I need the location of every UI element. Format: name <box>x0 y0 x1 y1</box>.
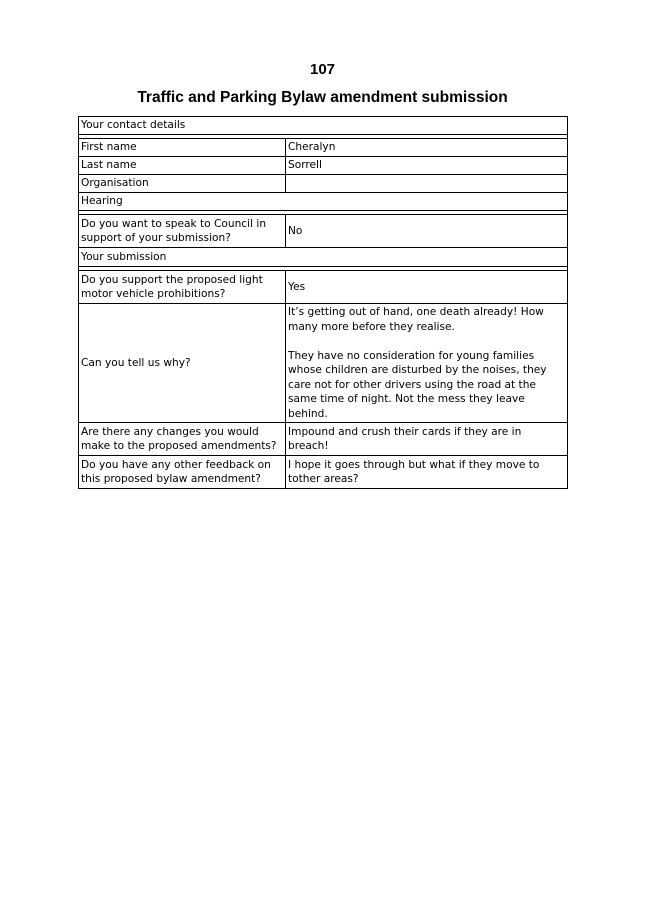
organisation-value <box>286 175 568 193</box>
paragraph-gap <box>288 334 565 349</box>
why-value-paragraph-2: They have no consideration for young families whose children are disturbed by the noises, they care not for other drivers using the road at the same time of night. Not the mess they leave behind. <box>288 349 547 420</box>
changes-label: Are there any changes you would make to the proposed amendments? <box>79 423 286 456</box>
changes-value: Impound and crush their cards if they are in breach! <box>286 423 568 456</box>
why-label: Can you tell us why? <box>79 304 286 423</box>
table-row <box>79 423 568 456</box>
first-name-value: Cheralyn <box>286 139 568 157</box>
table-row <box>79 456 568 489</box>
table-row <box>79 157 568 175</box>
support-prohibitions-value: Yes <box>286 271 568 304</box>
your-submission-heading: Your submission <box>79 248 568 267</box>
table-row <box>79 175 568 193</box>
why-value <box>286 304 568 423</box>
section-header-row <box>79 193 568 211</box>
speak-to-council-value: No <box>286 215 568 248</box>
page-number: 107 <box>309 61 336 78</box>
table-row <box>79 271 568 304</box>
other-feedback-value: I hope it goes through but what if they move to tother areas? <box>286 456 568 489</box>
last-name-value: Sorrell <box>286 157 568 175</box>
other-feedback-label: Do you have any other feedback on this proposed bylaw amendment? <box>79 456 286 489</box>
table-row <box>79 139 568 157</box>
hearing-heading: Hearing <box>79 193 568 211</box>
contact-details-heading: Your contact details <box>79 117 568 135</box>
last-name-label: Last name <box>79 157 286 175</box>
why-value-paragraph-1: It’s getting out of hand, one death already! How many more before they realise. <box>288 306 544 333</box>
submission-form-table <box>78 116 568 489</box>
section-header-row <box>79 248 568 267</box>
section-header-row <box>79 117 568 135</box>
speak-to-council-label: Do you want to speak to Council in support of your submission? <box>79 215 286 248</box>
table-row <box>79 304 568 423</box>
table-row <box>79 215 568 248</box>
organisation-label: Organisation <box>79 175 286 193</box>
first-name-label: First name <box>79 139 286 157</box>
page-title: Traffic and Parking Bylaw amendment submission <box>137 89 508 106</box>
support-prohibitions-label: Do you support the proposed light motor vehicle prohibitions? <box>79 271 286 304</box>
